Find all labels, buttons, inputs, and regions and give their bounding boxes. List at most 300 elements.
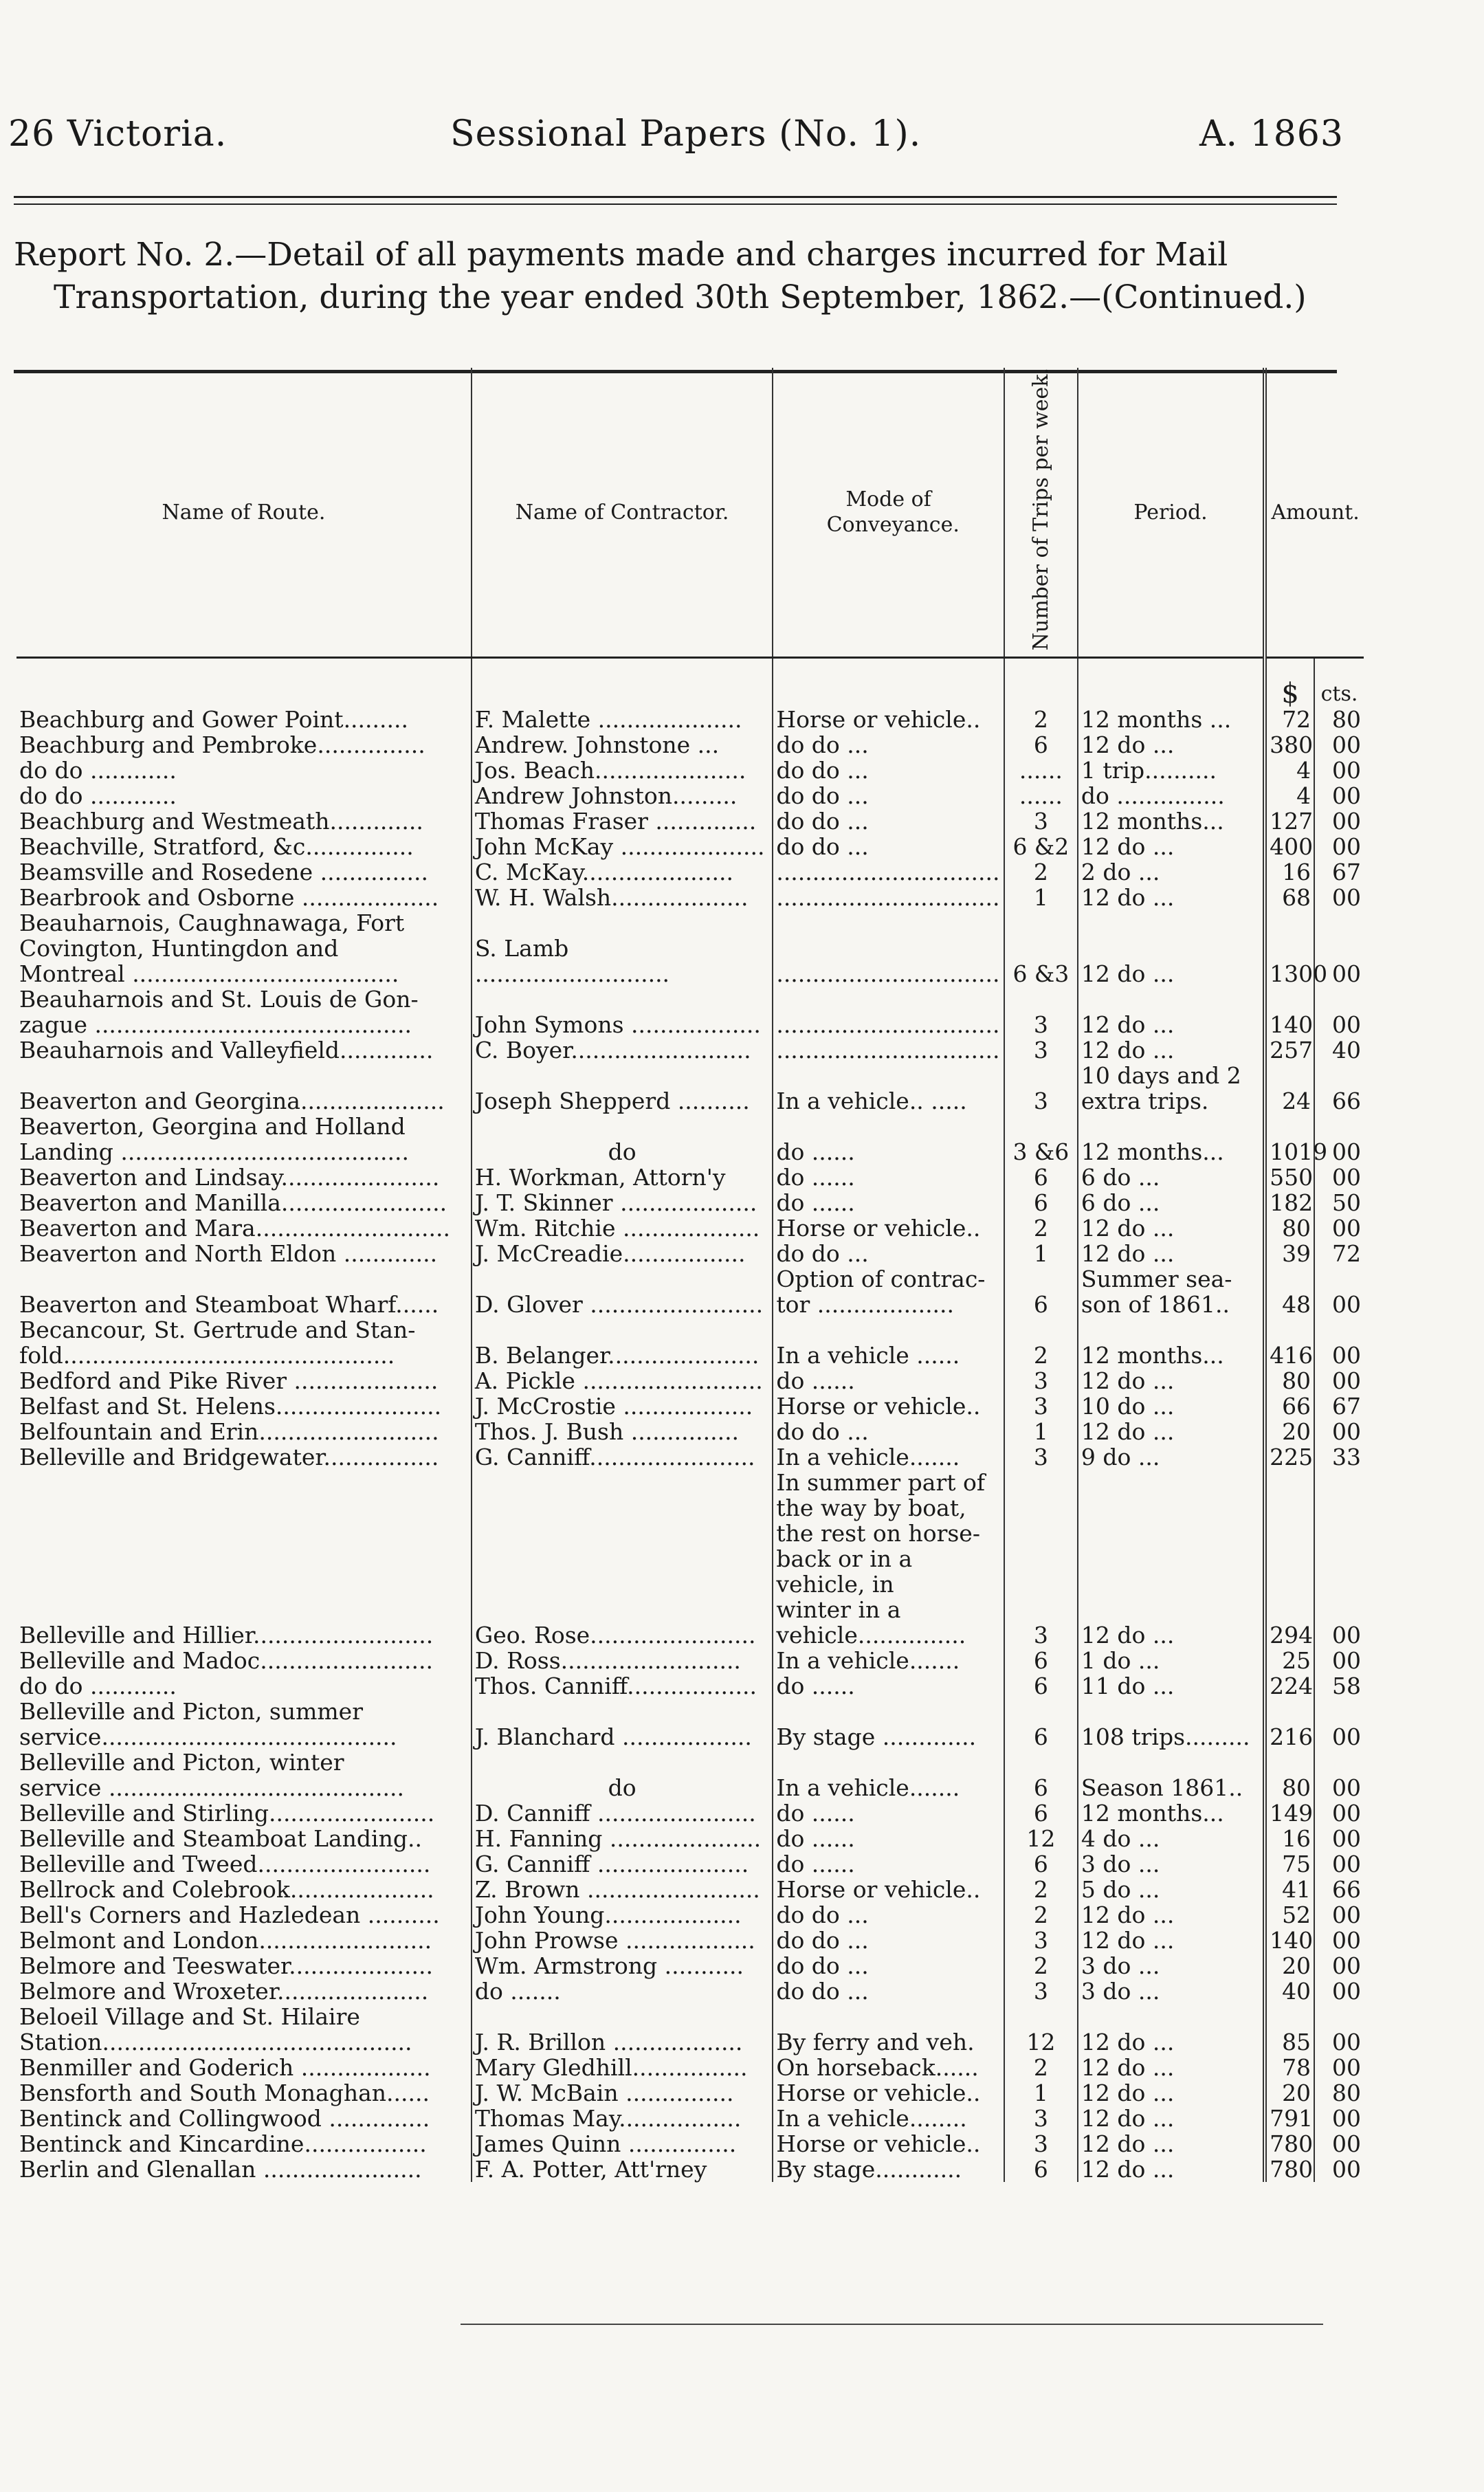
table-row [16,1037,1364,1063]
table-row [16,1419,1364,1444]
period-cell: 6 do ... [1078,1190,1265,1215]
cents-cell: 00 [1314,1902,1364,1928]
trips-cell: 6 [1004,1190,1078,1215]
mode-cell: Horse or vehicle.. [773,707,1004,732]
dollars-cell: 4 [1265,758,1314,783]
cents-cell: 00 [1314,885,1364,910]
cents-cell: 00 [1314,2055,1364,2080]
trips-cell: 1 [1004,1419,1078,1444]
period-cell: 12 do ... [1078,910,1265,986]
cents-cell: 00 [1314,1800,1364,1826]
dollars-cell: 24 [1265,1063,1314,1114]
trips-cell: 6 [1004,2157,1078,2182]
dollars-cell: 78 [1265,2055,1314,2080]
cents-cell: 00 [1314,986,1364,1037]
mode-cell: In summer part of the way by boat, the rest on horse- back or in a vehicle, in winter in a vehicle............... [773,1470,1004,1648]
table-row [16,1978,1364,2004]
route-cell: Belleville and Picton, winter service ......................................... [19,1749,405,1802]
cents-cell: 00 [1314,2131,1364,2157]
table-row [16,1215,1364,1241]
cents-cell: 00 [1314,1978,1364,2004]
mode-cell: do ...... [773,1190,1004,1215]
report-title [14,234,1361,319]
period-cell: 1 trip.......... [1078,758,1265,783]
table-row [16,783,1364,808]
table-row [16,1266,1364,1317]
route-cell: Bell's Corners and Hazledean .......... [19,1901,440,1929]
trips-cell: 2 [1004,859,1078,885]
units-trips-blank [1004,658,1078,707]
route-cell: Beauharnois and Valleyfield............. [19,1037,434,1064]
mode-cell: Option of contrac- tor ................... [773,1266,1004,1317]
cents-cell: 00 [1314,2157,1364,2182]
mode-cell: do ...... [773,1826,1004,1851]
cents-cell: 67 [1314,1393,1364,1419]
contractor-cell: John Symons .................. [472,986,773,1037]
table-row [16,707,1364,732]
mode-cell: do do ... [773,783,1004,808]
cents-cell: 00 [1314,808,1364,834]
contractor-cell: do [472,1114,773,1165]
route-cell: Beachburg and Gower Point......... [19,706,408,734]
contractor-cell: Andrew Johnston......... [472,783,773,808]
trips-cell: 3 [1004,2106,1078,2131]
contractor-cell: J. W. McBain ............... [472,2080,773,2106]
contractor-cell: John McKay .................... [472,834,773,859]
period-cell: 12 do ... [1078,1419,1265,1444]
route-cell: Bensforth and South Monaghan...... [19,2080,430,2107]
dollars-cell: 20 [1265,1419,1314,1444]
table-row [16,986,1364,1037]
dollars-cell: 149 [1265,1800,1314,1826]
dollars-cell: 1019 [1265,1114,1314,1165]
cents-cell: 00 [1314,1368,1364,1393]
dollars-cell: 80 [1265,1215,1314,1241]
cents-cell: 00 [1314,834,1364,859]
trips-cell: 2 [1004,1953,1078,1978]
route-cell: Bentinck and Kincardine................. [19,2130,427,2158]
route-cell: Belleville and Hillier......................... [19,1622,434,1649]
period-cell: 12 do ... [1078,2080,1265,2106]
cents-cell: 80 [1314,2080,1364,2106]
dollars-cell: 41 [1265,1877,1314,1902]
period-cell: 12 do ... [1078,2106,1265,2131]
units-contractor-blank [472,658,773,707]
trips-cell: 3 [1004,2131,1078,2157]
mode-cell: do ...... [773,1673,1004,1699]
trips-cell: 3 [1004,1470,1078,1648]
route-cell: do do ............ [19,782,177,810]
mode-cell: By stage............ [773,2157,1004,2182]
contractor-cell: J. T. Skinner ................... [472,1190,773,1215]
table-row [16,1699,1364,1750]
period-cell: 12 do ... [1078,986,1265,1037]
dollars-cell: 75 [1265,1851,1314,1877]
dollars-cell: 16 [1265,859,1314,885]
trips-cell: 6 &3 [1004,910,1078,986]
mode-cell: do do ... [773,808,1004,834]
period-cell: 10 do ... [1078,1393,1265,1419]
mode-cell: Horse or vehicle.. [773,2131,1004,2157]
trips-cell: 3 [1004,808,1078,834]
mode-cell: do do ... [773,732,1004,758]
contractor-cell: F. A. Potter, Att'rney [472,2157,773,2182]
cents-cell: 58 [1314,1673,1364,1699]
period-cell: 2 do ... [1078,859,1265,885]
dollars-cell: 780 [1265,2131,1314,2157]
route-cell: Belleville and Picton, summer service......................................... [19,1698,397,1751]
route-cell: Benmiller and Goderich .................. [19,2054,431,2082]
route-cell: Beaverton and Steamboat Wharf...... [19,1291,439,1319]
route-cell: do do ............ [19,1673,177,1700]
mode-cell: do ...... [773,1800,1004,1826]
table-row [16,1877,1364,1902]
period-cell: 12 do ... [1078,1241,1265,1266]
dollars-cell: 1300 [1265,910,1314,986]
trips-cell: 3 [1004,1978,1078,2004]
route-cell: do do ............ [19,757,177,784]
table-row [16,1851,1364,1877]
route-cell: Beachville, Stratford, &c............... [19,833,414,861]
mode-cell: In a vehicle ...... [773,1317,1004,1368]
dollars-cell: 16 [1265,1826,1314,1851]
contractor-cell: F. Malette .................... [472,707,773,732]
dollars-cell: 140 [1265,1928,1314,1953]
dollars-cell: 80 [1265,1750,1314,1800]
table-row [16,758,1364,783]
contractor-cell: G. Canniff....................... [472,1444,773,1470]
route-cell: Beachburg and Westmeath............. [19,808,423,835]
contractor-cell: A. Pickle ......................... [472,1368,773,1393]
dollars-cell: 85 [1265,2004,1314,2055]
col-header-mode-text: Mode of Conveyance. [826,487,960,538]
contractor-cell: John Young................... [472,1902,773,1928]
contractor-cell: J. Blanchard .................. [472,1699,773,1750]
col-header-trips-text: Number of Trips per week. [1028,368,1053,651]
cents-cell: 33 [1314,1444,1364,1470]
table-row [16,910,1364,986]
report-title-line2: Transportation, during the year ended 30th September, 1862.—(Continued.) [54,278,1307,316]
col-header-period: Period. [1078,368,1265,658]
cents-cell: 00 [1314,1928,1364,1953]
cents-cell: 00 [1314,1470,1364,1648]
cents-cell: 00 [1314,910,1364,986]
period-cell: 3 do ... [1078,1953,1265,1978]
contractor-cell: Geo. Rose....................... [472,1470,773,1648]
period-cell: 3 do ... [1078,1978,1265,2004]
contractor-cell: D. Ross......................... [472,1648,773,1673]
payments-table-wrap [16,368,1364,2182]
mode-cell: do ...... [773,1114,1004,1165]
mode-cell: In a vehicle........ [773,2106,1004,2131]
table-row [16,2157,1364,2182]
cents-cell: 00 [1314,1215,1364,1241]
route-cell: Beachburg and Pembroke............... [19,731,425,759]
table-row [16,2080,1364,2106]
period-cell: Season 1861.. [1078,1750,1265,1800]
period-cell: 3 do ... [1078,1851,1265,1877]
trips-cell: 3 [1004,986,1078,1037]
route-cell: Bearbrook and Osborne ................... [19,884,439,912]
period-cell: 12 do ... [1078,834,1265,859]
mode-cell: do do ... [773,1928,1004,1953]
period-cell: 12 do ... [1078,1368,1265,1393]
contractor-cell: B. Belanger..................... [472,1317,773,1368]
trips-cell: 2 [1004,1877,1078,1902]
trips-cell: 3 [1004,1368,1078,1393]
period-cell: 9 do ... [1078,1444,1265,1470]
period-cell: 10 days and 2 extra trips. [1078,1063,1265,1114]
mode-cell: In a vehicle....... [773,1750,1004,1800]
mode-cell: do do ... [773,1978,1004,2004]
contractor-cell: C. Boyer......................... [472,1037,773,1063]
period-cell: 12 do ... [1078,885,1265,910]
table-row [16,1826,1364,1851]
col-header-amount: Amount. [1265,368,1364,658]
dollars-cell: 380 [1265,732,1314,758]
trips-cell: 6 [1004,1851,1078,1877]
cents-cell: 00 [1314,1317,1364,1368]
cents-cell: 00 [1314,758,1364,783]
mode-cell: do do ... [773,834,1004,859]
cents-cell: 00 [1314,2106,1364,2131]
table-row [16,885,1364,910]
trips-cell: 6 [1004,1673,1078,1699]
period-cell: 12 do ... [1078,1902,1265,1928]
route-cell: Belleville and Steamboat Landing.. [19,1825,422,1853]
route-cell: Beaverton, Georgina and Holland Landing ........................................ [19,1113,409,1166]
dollars-cell: 294 [1265,1470,1314,1648]
route-cell: Bedford and Pike River .................... [19,1367,439,1395]
contractor-cell: John Prowse .................. [472,1928,773,1953]
dollars-cell: 39 [1265,1241,1314,1266]
table-row [16,2004,1364,2055]
report-title-line1: Report No. 2.—Detail of all payments made and charges incurred for Mail [14,236,1228,274]
period-cell: 108 trips......... [1078,1699,1265,1750]
trips-cell: 2 [1004,2055,1078,2080]
table-row [16,1317,1364,1368]
mode-cell: On horseback...... [773,2055,1004,2080]
period-cell: 12 do ... [1078,2004,1265,2055]
trips-cell: 3 [1004,1063,1078,1114]
mode-cell: do do ... [773,1241,1004,1266]
running-header-session: 26 Victoria. [8,113,228,155]
period-cell: 12 do ... [1078,2131,1265,2157]
period-cell: 12 months... [1078,1800,1265,1826]
trips-cell: 6 &2 [1004,834,1078,859]
trips-cell: 1 [1004,2080,1078,2106]
table-row [16,1063,1364,1114]
trips-cell: 6 [1004,732,1078,758]
contractor-cell: Thomas May................. [472,2106,773,2131]
period-cell: 5 do ... [1078,1877,1265,1902]
period-cell: 12 do ... [1078,2157,1265,2182]
table-row [16,1470,1364,1648]
period-cell: 11 do ... [1078,1673,1265,1699]
cents-cell: 00 [1314,1419,1364,1444]
dollars-cell: 550 [1265,1165,1314,1190]
col-header-route: Name of Route. [16,368,472,658]
trips-cell: ...... [1004,783,1078,808]
route-cell: Belmore and Teeswater.................... [19,1952,433,1980]
period-cell: 12 do ... [1078,1470,1265,1648]
route-cell: Beauharnois, Caughnawaga, Fort Covington, Huntingdon and Montreal ..................................... [19,909,405,988]
dollars-cell: 25 [1265,1648,1314,1673]
table-row [16,1953,1364,1978]
period-cell: 12 months... [1078,1114,1265,1165]
contractor-cell: Mary Gledhill................ [472,2055,773,2080]
mode-cell: do do ... [773,1953,1004,1978]
contractor-cell: C. McKay..................... [472,859,773,885]
contractor-cell: H. Fanning ..................... [472,1826,773,1851]
trips-cell: ...... [1004,758,1078,783]
dollars-cell: 127 [1265,808,1314,834]
contractor-cell: J. McCrostie .................. [472,1393,773,1419]
period-cell: Summer sea- son of 1861.. [1078,1266,1265,1317]
cents-cell: 00 [1314,1699,1364,1750]
cents-cell: 40 [1314,1037,1364,1063]
contractor-cell: Wm. Armstrong ........... [472,1953,773,1978]
units-period-blank [1078,658,1265,707]
route-cell: Belmont and London........................ [19,1927,432,1954]
contractor-cell: S. Lamb ........................... [472,910,773,986]
trips-cell: 2 [1004,1902,1078,1928]
units-cents: cts. [1314,658,1364,707]
route-cell: Belfast and St. Helens....................... [19,1393,442,1420]
table-row [16,2106,1364,2131]
period-cell: 12 months ... [1078,707,1265,732]
route-cell: Beaverton and Lindsay...................... [19,1164,440,1191]
cents-cell: 00 [1314,1165,1364,1190]
dollars-cell: 791 [1265,2106,1314,2131]
route-cell: Berlin and Glenallan ...................... [19,2156,422,2183]
contractor-cell: W. H. Walsh................... [472,885,773,910]
contractor-cell: Andrew. Johnstone ... [472,732,773,758]
contractor-cell: D. Glover ........................ [472,1266,773,1317]
route-cell: Belleville and Stirling....................... [19,1800,435,1827]
table-row [16,859,1364,885]
contractor-cell: Z. Brown ........................ [472,1877,773,1902]
mode-cell: ............................... [773,1037,1004,1063]
dollars-cell: 52 [1265,1902,1314,1928]
mode-cell: ............................... [773,885,1004,910]
trips-cell: 3 [1004,1444,1078,1470]
table-row [16,1190,1364,1215]
table-row [16,1241,1364,1266]
trips-cell: 2 [1004,1215,1078,1241]
cents-cell: 00 [1314,2004,1364,2055]
contractor-cell: Thos. Canniff.................. [472,1673,773,1699]
period-cell: 12 do ... [1078,1928,1265,1953]
contractor-cell: Joseph Shepperd .......... [472,1063,773,1114]
running-header-year: A. 1863 [1199,113,1344,155]
col-header-trips [1004,368,1078,658]
table-row [16,732,1364,758]
contractor-cell: J. R. Brillon .................. [472,2004,773,2055]
table-row [16,1165,1364,1190]
table-row [16,834,1364,859]
route-cell: Beamsville and Rosedene ............... [19,859,428,886]
route-cell: Belleville and Madoc........................ [19,1647,433,1675]
period-cell: 12 do ... [1078,732,1265,758]
dollars-cell: 400 [1265,834,1314,859]
mode-cell: In a vehicle.. ..... [773,1063,1004,1114]
table-row [16,1800,1364,1826]
cents-cell: 72 [1314,1241,1364,1266]
mode-cell: do do ... [773,1902,1004,1928]
mode-cell: ............................... [773,910,1004,986]
mode-cell: do do ... [773,1419,1004,1444]
dollars-cell: 225 [1265,1444,1314,1470]
route-cell: Beaverton and Georgina.................... [19,1088,445,1115]
contractor-cell: do ....... [472,1978,773,2004]
mode-cell: do ...... [773,1851,1004,1877]
cents-cell: 00 [1314,1953,1364,1978]
trips-cell: 1 [1004,885,1078,910]
period-cell: 12 months... [1078,808,1265,834]
units-dollars: $ [1265,658,1314,707]
mode-cell: Horse or vehicle.. [773,1393,1004,1419]
cents-cell: 50 [1314,1190,1364,1215]
payments-table [16,368,1364,2182]
contractor-cell: G. Canniff ..................... [472,1851,773,1877]
trips-cell: 3 [1004,1928,1078,1953]
contractor-cell: Thomas Fraser .............. [472,808,773,834]
dollars-cell: 40 [1265,1978,1314,2004]
trips-cell: 6 [1004,1266,1078,1317]
table-header-row [16,368,1364,658]
trips-cell: 6 [1004,1165,1078,1190]
trips-cell: 6 [1004,1800,1078,1826]
trips-cell: 3 &6 [1004,1114,1078,1165]
table-row [16,1393,1364,1419]
units-mode-blank [773,658,1004,707]
period-cell: do ............... [1078,783,1265,808]
dollars-cell: 66 [1265,1393,1314,1419]
trips-cell: 6 [1004,1750,1078,1800]
route-cell: Bellrock and Colebrook.................... [19,1876,434,1904]
cents-cell: 00 [1314,1851,1364,1877]
period-cell: 6 do ... [1078,1165,1265,1190]
dollars-cell: 80 [1265,1368,1314,1393]
cents-cell: 80 [1314,707,1364,732]
trips-cell: 1 [1004,1241,1078,1266]
route-cell: Belleville and Bridgewater................ [19,1444,439,1471]
dollars-cell: 780 [1265,2157,1314,2182]
table-row [16,1648,1364,1673]
header-rule [14,196,1337,198]
period-cell: 12 do ... [1078,1215,1265,1241]
table-row [16,1750,1364,1800]
table-body [16,707,1364,2182]
period-cell: 1 do ... [1078,1648,1265,1673]
mode-cell: do ...... [773,1368,1004,1393]
table-row [16,1444,1364,1470]
col-header-contractor: Name of Contractor. [472,368,773,658]
contractor-cell: D. Canniff ...................... [472,1800,773,1826]
dollars-cell: 4 [1265,783,1314,808]
period-cell: 4 do ... [1078,1826,1265,1851]
table-bottom-rule [461,2324,1323,2325]
units-route-blank [16,658,472,707]
trips-cell: 12 [1004,2004,1078,2055]
dollars-cell: 20 [1265,2080,1314,2106]
units-row [16,658,1364,707]
trips-cell: 12 [1004,1826,1078,1851]
table-row [16,1673,1364,1699]
dollars-cell: 182 [1265,1190,1314,1215]
route-cell: Beaverton and North Eldon ............. [19,1240,438,1268]
